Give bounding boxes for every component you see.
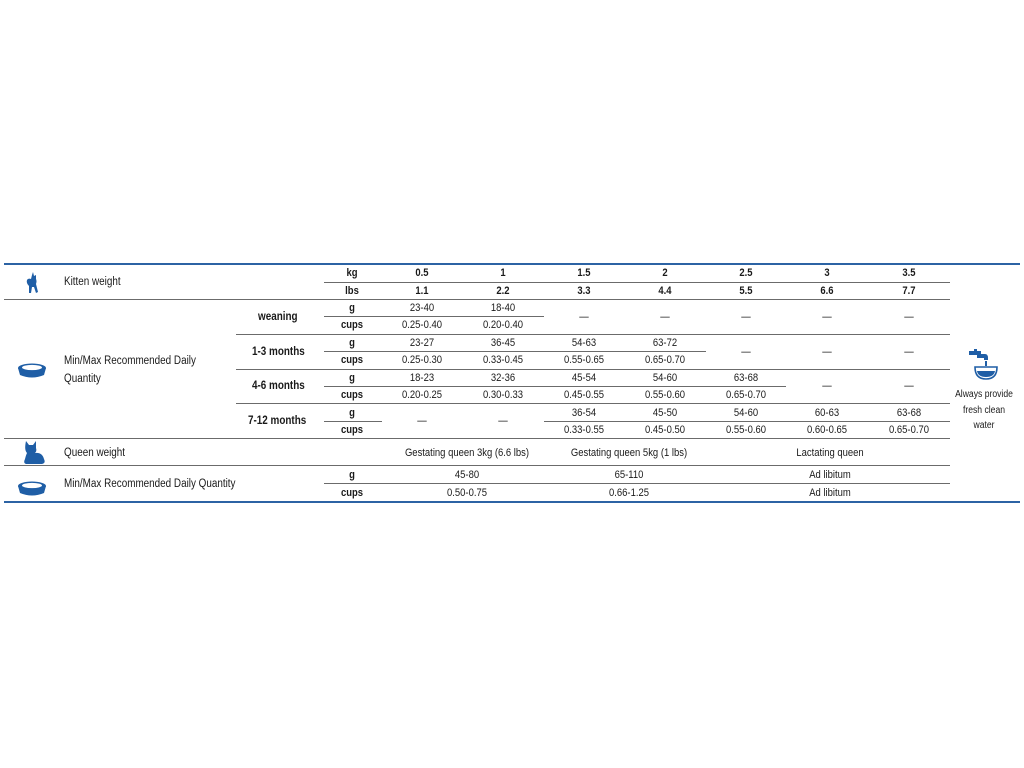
lbs-value: 1.1 (415, 285, 429, 297)
weaning-cups: 0.20-0.40 (483, 319, 523, 331)
m7-12-g: 63-68 (896, 407, 922, 419)
queen-weight-label: Queen weight (64, 447, 126, 459)
row-divider (324, 316, 544, 317)
kitten-quantity-label-2: Quantity (64, 373, 101, 385)
age-1-3-months: 1-3 months (252, 346, 305, 358)
dash: — (741, 311, 751, 323)
kg-value: 2.5 (739, 267, 753, 279)
queen-g: 65-110 (614, 469, 644, 481)
row-divider (544, 421, 950, 422)
dash: — (660, 311, 670, 323)
m4-6-cups: 0.20-0.25 (402, 389, 442, 401)
m7-12-cups: 0.60-0.65 (807, 424, 847, 436)
m7-12-cups: 0.33-0.55 (564, 424, 604, 436)
water-tap-icon (967, 349, 1001, 385)
queen-column-header: Gestating queen 3kg (6.6 lbs) (404, 447, 530, 459)
m4-6-g: 18-23 (409, 372, 435, 384)
kitten-icon (24, 271, 40, 295)
weaning-cups: 0.25-0.40 (402, 319, 442, 331)
lbs-value: 5.5 (739, 285, 753, 297)
kg-value: 1 (500, 267, 506, 279)
queen-cups: Ad libitum (809, 487, 851, 499)
bottom-rule (4, 501, 1020, 503)
lbs-value: 2.2 (496, 285, 510, 297)
m1-3-g: 23-27 (409, 337, 435, 349)
unit-g: g (349, 337, 355, 349)
m4-6-g: 63-68 (733, 372, 759, 384)
m1-3-g: 54-63 (571, 337, 597, 349)
unit-cups: cups (340, 319, 364, 331)
kg-value: 0.5 (415, 267, 429, 279)
lbs-value: 3.3 (577, 285, 591, 297)
unit-g: g (349, 372, 355, 384)
m4-6-g: 45-54 (571, 372, 597, 384)
queen-g: 45-80 (454, 469, 480, 481)
m7-12-cups: 0.65-0.70 (889, 424, 929, 436)
kitten-quantity-label-1: Min/Max Recommended Daily (64, 355, 196, 367)
dash: — (822, 346, 832, 358)
weaning-g: 18-40 (490, 302, 516, 314)
m7-12-cups: 0.55-0.60 (726, 424, 766, 436)
dash: — (904, 346, 914, 358)
dash: — (498, 415, 508, 427)
lbs-value: 4.4 (658, 285, 672, 297)
row-divider (324, 282, 950, 283)
m4-6-g: 54-60 (652, 372, 678, 384)
unit-g: g (349, 407, 355, 419)
row-divider (4, 438, 950, 439)
unit-lbs: lbs (345, 285, 359, 297)
m4-6-g: 32-36 (490, 372, 516, 384)
row-divider (4, 465, 950, 466)
water-note-line-3: water (973, 420, 995, 431)
queen-quantity-label: Min/Max Recommended Daily Quantity (64, 478, 236, 490)
water-note-line-2: fresh clean (962, 405, 1006, 416)
row-divider (324, 421, 382, 422)
m1-3-g: 63-72 (652, 337, 678, 349)
m1-3-g: 36-45 (490, 337, 516, 349)
m1-3-cups: 0.25-0.30 (402, 354, 442, 366)
unit-cups: cups (340, 354, 364, 366)
m4-6-cups: 0.55-0.60 (645, 389, 685, 401)
kg-value: 3.5 (902, 267, 916, 279)
weaning-g: 23-40 (409, 302, 435, 314)
top-rule (4, 263, 1020, 265)
kg-value: 2 (662, 267, 668, 279)
row-divider (324, 351, 706, 352)
unit-cups: cups (340, 487, 364, 499)
m7-12-g: 36-54 (571, 407, 597, 419)
queen-cups: 0.50-0.75 (447, 487, 487, 499)
kitten-weight-label: Kitten weight (64, 276, 121, 288)
dash: — (822, 380, 832, 392)
cat-icon (20, 439, 48, 465)
m7-12-g: 60-63 (814, 407, 840, 419)
unit-g: g (349, 302, 355, 314)
age-7-12-months: 7-12 months (248, 415, 307, 427)
dash: — (904, 311, 914, 323)
m1-3-cups: 0.33-0.45 (483, 354, 523, 366)
dash: — (822, 311, 832, 323)
m7-12-g: 45-50 (652, 407, 678, 419)
dash: — (579, 311, 589, 323)
kg-value: 1.5 (577, 267, 591, 279)
kg-value: 3 (824, 267, 830, 279)
m7-12-g: 54-60 (733, 407, 759, 419)
feeding-table (4, 263, 1020, 504)
m1-3-cups: 0.65-0.70 (645, 354, 685, 366)
unit-kg: kg (346, 267, 358, 279)
unit-g: g (349, 469, 355, 481)
age-4-6-months: 4-6 months (252, 380, 305, 392)
water-note-line-1: Always provide (955, 389, 1013, 400)
m1-3-cups: 0.55-0.65 (564, 354, 604, 366)
dash: — (904, 380, 914, 392)
bowl-icon (16, 480, 48, 498)
queen-cups: 0.66-1.25 (609, 487, 649, 499)
queen-column-header: Lactating queen (796, 447, 864, 459)
row-divider (236, 334, 950, 335)
unit-cups: cups (340, 389, 364, 401)
bowl-icon (16, 362, 48, 380)
dash: — (741, 346, 751, 358)
age-weaning: weaning (258, 311, 298, 323)
dash: — (417, 415, 427, 427)
row-divider (324, 483, 950, 484)
lbs-value: 7.7 (902, 285, 916, 297)
queen-g: Ad libitum (809, 469, 851, 481)
queen-column-header: Gestating queen 5kg (1 lbs) (570, 447, 688, 459)
m4-6-cups: 0.30-0.33 (483, 389, 523, 401)
unit-cups: cups (340, 424, 364, 436)
m4-6-cups: 0.65-0.70 (726, 389, 766, 401)
row-divider (236, 403, 950, 404)
m4-6-cups: 0.45-0.55 (564, 389, 604, 401)
m7-12-cups: 0.45-0.50 (645, 424, 685, 436)
row-divider (4, 299, 950, 300)
row-divider (324, 386, 786, 387)
row-divider (236, 369, 950, 370)
lbs-value: 6.6 (820, 285, 834, 297)
